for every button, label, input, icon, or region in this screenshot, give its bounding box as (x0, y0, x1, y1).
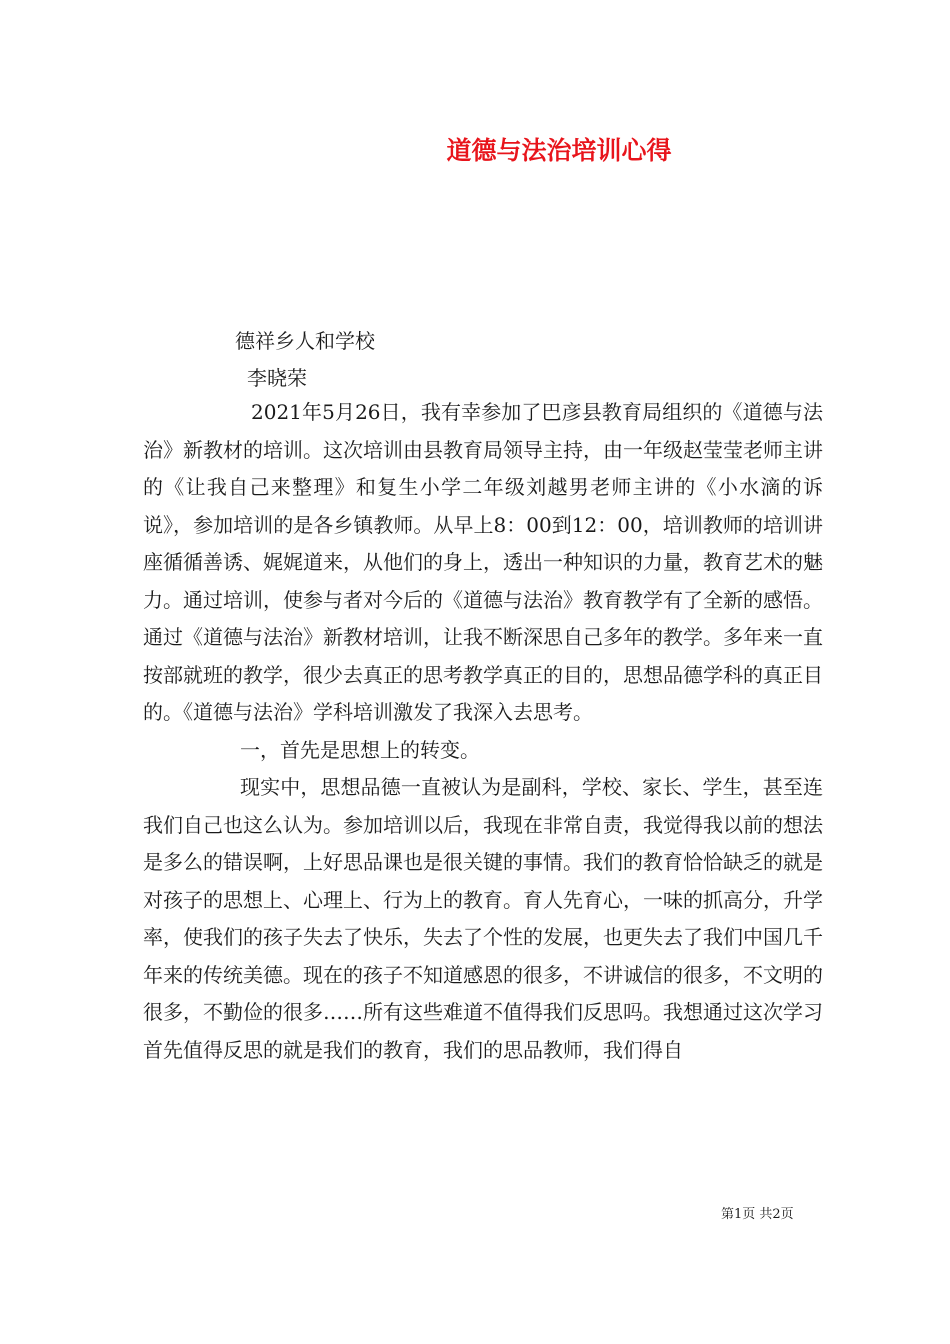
document-title: 道德与法治培训心得 (446, 136, 672, 165)
page-number: 第1页 共2页 (721, 1207, 794, 1222)
school-name: 德祥乡人和学校 (235, 329, 375, 353)
document-body (143, 394, 823, 1069)
section-paragraph: 现实中，思想品德一直被认为是副科，学校、家长、学生，甚至连我们自己也这么认为。参加培训以后，我现在非常自责，我觉得我以前的想法是多么的错误啊，上好思品课也是很关键的事情。我们的教育恰恰缺乏的就是对孩子的思想上、心理上、行为上的教育。育人先育心，一味的抓高分，升学率，使我们的孩子失去了快乐，失去了个性的发展，也更失去了我们中国几千年来的传统美德。现在的孩子不知道感恩的很多，不讲诚信的很多，不文明的很多，不勤俭的很多……所有这些难道不值得我们反思吗。我想通过这次学习首先值得反思的就是我们的教育，我们的思品教师，我们得自 (143, 775, 823, 1062)
intro-paragraph: 2021年5月26日，我有幸参加了巴彦县教育局组织的《道德与法治》新教材的培训。这次培训由县教育局领导主持，由一年级赵莹莹老师主讲的《让我自己来整理》和复生小学二年级刘越男老师主讲的《小水滴的诉说》，参加培训的是各乡镇教师。从早上8：00到12：00，培训教师的培训讲座循循善诱、娓娓道来，从他们的身上，透出一种知识的力量，教育艺术的魅力。通过培训，使参与者对今后的《道德与法治》教育教学有了全新的感悟。通过《道德与法治》新教材培训，让我不断深思自己多年的教学。多年来一直按部就班的教学，很少去真正的思考教学真正的目的，思想品德学科的真正目的。《道德与法治》学科培训激发了我深入去思考。 (143, 400, 823, 724)
author-name: 李晓荣 (247, 366, 307, 390)
section-heading: 一，首先是思想上的转变。 (240, 737, 480, 762)
